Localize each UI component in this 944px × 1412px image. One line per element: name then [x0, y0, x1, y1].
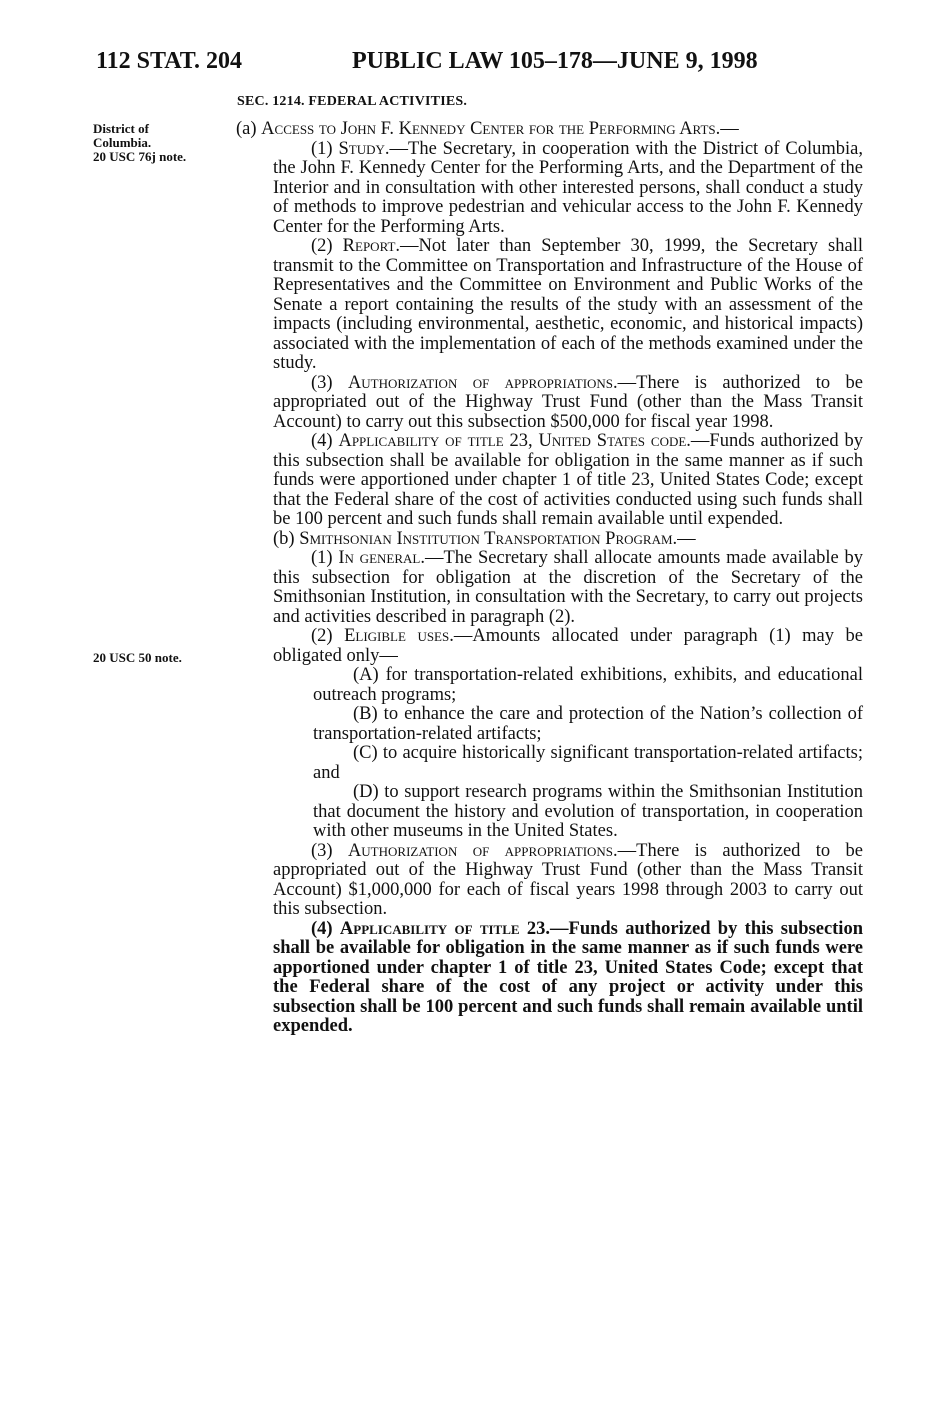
- paragraph-b3: [273, 842, 863, 920]
- subsection-a-title: Access to John F. Kennedy Center for the Performing Arts.: [261, 119, 721, 139]
- para-text: .—Amounts allocated under paragraph (1) may be obligated only—: [273, 626, 863, 666]
- subsection-b-dash: .—: [672, 528, 696, 549]
- subsection-b-lead: (b): [273, 528, 300, 549]
- page-header: [0, 48, 944, 82]
- margin-note-line: District of: [93, 121, 149, 136]
- para-lead: (1): [311, 138, 339, 159]
- para-text: .—The Secretary, in cooperation with the District of Columbia, the John F. Kennedy Center for the Performing Arts, and the Department of the Interior and in consultation with other interested persons, shall conduct a study of methods to improve pedestrian and vehicular access to the John F. Kennedy Center for the Performing Arts.: [273, 138, 863, 237]
- para-heading: Eligible uses: [344, 626, 450, 646]
- paragraph-a3: [273, 374, 863, 433]
- para-text: .—Funds authorized by this subsection shall be available for obligation in the same manner as if such funds were apportioned under chapter 1 of title 23, United States Code; except that the Federal share of the cost of activities conducted using such funds shall be 100 percent and such funds shall remain available until expended.: [273, 431, 863, 529]
- subsection-b-title: Smithsonian Institution Transportation Program: [299, 528, 673, 549]
- margin-note-line: Columbia.: [93, 135, 152, 150]
- para-lead: (1): [311, 548, 339, 568]
- paragraph-a2: [273, 237, 863, 374]
- para-lead: (3): [311, 372, 348, 393]
- para-lead: (3): [311, 840, 348, 861]
- stat-citation: 112 STAT. 204: [96, 48, 243, 74]
- subparagraph-b2-b: (B) to enhance the care and protection of the Nation’s collection of transportation-related artifacts;: [313, 704, 863, 744]
- margin-note-usc50: 20 USC 50 note.: [93, 650, 182, 665]
- subparagraph-b2-d: (D) to support research programs within the Smithsonian Institution that document the history and evolution of transportation, in cooperation with other museums in the United States.: [313, 782, 863, 841]
- para-heading: In general: [338, 548, 421, 568]
- para-text: .—Not later than September 30, 1999, the Secretary shall transmit to the Committee on Transportation and Infrastructure of the House of Representatives and the Committee on Environment and Public Works of the Senate a report containing the results of the study with an assessment of the impacts (including environmental, aesthetic, economic, and historical impacts) associated with the implementation of each of the methods examined under the study.: [273, 236, 863, 373]
- subsection-a-dash: —: [720, 119, 739, 139]
- public-law-title: PUBLIC LAW 105–178—JUNE 9, 1998: [352, 48, 758, 74]
- paragraph-a4: [273, 432, 863, 530]
- margin-note-district: [93, 122, 186, 164]
- subsection-a-lead: (a): [236, 119, 262, 139]
- para-heading: Authorization of appropriations: [347, 372, 614, 393]
- para-heading: Applicability of title 23: [339, 918, 546, 939]
- subparagraph-b2-a: (A) for transportation-related exhibitions, exhibits, and educational outreach programs;: [313, 665, 863, 705]
- paragraph-b2: [273, 627, 863, 666]
- para-text: .—There is authorized to be appropriated out of the Highway Trust Fund (other than the Mass Transit Account) $1,000,000 for each of fiscal years 1998 through 2003 to carry out this subsection.: [273, 840, 863, 919]
- section-title: SEC. 1214. FEDERAL ACTIVITIES.: [237, 94, 468, 109]
- para-lead: (4): [311, 431, 339, 451]
- para-heading: Report: [342, 236, 396, 256]
- paragraph-b4: [273, 920, 863, 1037]
- subsection-b-heading: [273, 530, 863, 550]
- para-text: .—The Secretary shall allocate amounts made available by this subsection for obligation at the discretion of the Secretary of the Smithsonian Institution, in consultation with the Secretary, to carry out projects and activities described in paragraph (2).: [273, 548, 863, 627]
- para-heading: Applicability of title 23, United States code: [338, 431, 687, 451]
- para-heading: Authorization of appropriations: [347, 840, 614, 861]
- para-lead: (4): [311, 918, 340, 939]
- para-text: .—There is authorized to be appropriated out of the Highway Trust Fund (other than the Mass Transit Account) to carry out this subsection $500,000 for fiscal year 1998.: [273, 372, 863, 432]
- subparagraph-b2-c: (C) to acquire historically significant transportation-related artifacts; and: [313, 743, 863, 783]
- para-lead: (2): [311, 626, 345, 646]
- para-heading: Study: [338, 138, 385, 159]
- para-text: .—Funds authorized by this subsection shall be available for obligation in the same manner as if such funds were apportioned under chapter 1 of title 23, United States Code; except that the Federal share of the cost of any project or activity under this subsection shall be 100 percent and such funds shall remain available until expended.: [273, 918, 863, 1036]
- paragraph-a1: [273, 140, 863, 238]
- paragraph-b1: [273, 549, 863, 627]
- para-lead: (2): [311, 236, 343, 256]
- margin-note-line: 20 USC 76j note.: [93, 149, 187, 164]
- section-body: [236, 119, 863, 1037]
- subsection-a-heading: [236, 120, 863, 140]
